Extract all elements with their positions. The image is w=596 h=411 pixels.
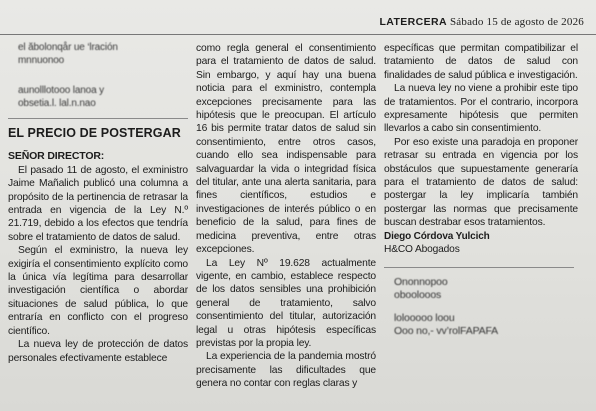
blurred-previous-letter-line-4: obsetia.l. lal.n.nao <box>18 97 96 109</box>
letter-paragraph: como regla general el consentimiento para el tratamiento de datos de salud. Sin embargo, y aquí hay una buena noticia para el exministro, contempla excepciones precisamente para las hipótesis que le preocupan. El artículo 16 bis permite tratar datos de salud sin consentimiento, entre otros casos, cuando ello sea indispensable para salvaguardar la vida o integridad física del titular, ante una alerta sanitaria, para fines científicos, estudios e investigaciones de interés público o en beneficio de la salud, para fines de medicina preventiva, entre otras excepciones. <box>196 43 376 256</box>
letter-paragraph: Por eso existe una paradoja en proponer retrasar su entrada en vigencia por los obstáculos que supuestamente generaría para el tratamiento de datos de salud: postergar la ley implicaría también postergar las normas que precisamente buscan destrabar esos tratamientos. <box>384 136 578 229</box>
letter-paragraph: La experiencia de la pandemia mostró precisamente las dificultades que genera no contar con reglas claras y <box>196 351 376 390</box>
column-separator <box>8 118 188 119</box>
letter-paragraph: La Ley Nº 19.628 actualmente vigente, en cambio, establece respecto de los datos sensibles una prohibición general de tratamiento, salvo consentimiento del titular, autorización legal u otras hipótesis específicas previstas por la propia ley. <box>196 257 376 349</box>
blurred-previous-letter-line-2: mnnuonoo <box>18 54 65 66</box>
blurred-next-letter-line-3: lolooooo loou <box>394 311 455 324</box>
column-1 <box>8 42 188 365</box>
blurred-next-letter-line-2: oboolooos <box>394 288 442 301</box>
signature-rule <box>384 267 574 268</box>
signature-name: Diego Córdova Yulcich <box>384 230 490 242</box>
letter-salutation: SEÑOR DIRECTOR: <box>8 150 105 163</box>
signature-organization: H&CO Abogados <box>384 244 460 256</box>
column-3 <box>384 42 578 338</box>
letter-paragraph: La nueva ley no viene a prohibir este tipo de tratamientos. Por el contrario, incorpora expresamente hipótesis que permiten llevarlos a cabo sin consentimiento. <box>384 83 578 135</box>
letter-headline: EL PRECIO DE POSTERGAR <box>8 126 181 140</box>
publication-name: LATERCERA <box>379 16 448 28</box>
letter-paragraph: El pasado 11 de agosto, el exministro Jaime Mañalich publicó una columna a propósito de la pertinencia de retrasar la entrada en vigencia de la Ley N.º 21.719, debido a los efectos que tendría sobre el tratamiento de datos de salud. <box>8 164 188 243</box>
letter-paragraph: La nueva ley de protección de datos personales efectivamente establece <box>8 339 188 364</box>
blurred-next-letter-line-1: Ononnopoo <box>394 275 448 288</box>
letter-paragraph: Según el exministro, la nueva ley exigiría el consentimiento explícito como la única vía legítima para desarrollar investigación científica o abordar situaciones de salud pública, lo que entraría en conflicto con el progreso científico. <box>8 245 188 337</box>
letter-paragraph: específicas que permitan compatibilizar el tratamiento de datos de salud con finalidades de salud pública e investigación. <box>384 43 578 81</box>
column-2 <box>196 42 376 391</box>
blurred-next-letter-line-4: Ooo no,- vv’rolFAPAFA <box>394 324 499 337</box>
masthead <box>379 16 584 28</box>
top-rule <box>0 34 596 35</box>
publication-date: Sábado 15 de agosto de 2026 <box>449 16 584 28</box>
blurred-previous-letter-line-3: aunolllotooo lanoa y <box>18 85 104 96</box>
blurred-previous-letter-line-1: el ăbolonqår ue ‘lración <box>18 42 118 53</box>
